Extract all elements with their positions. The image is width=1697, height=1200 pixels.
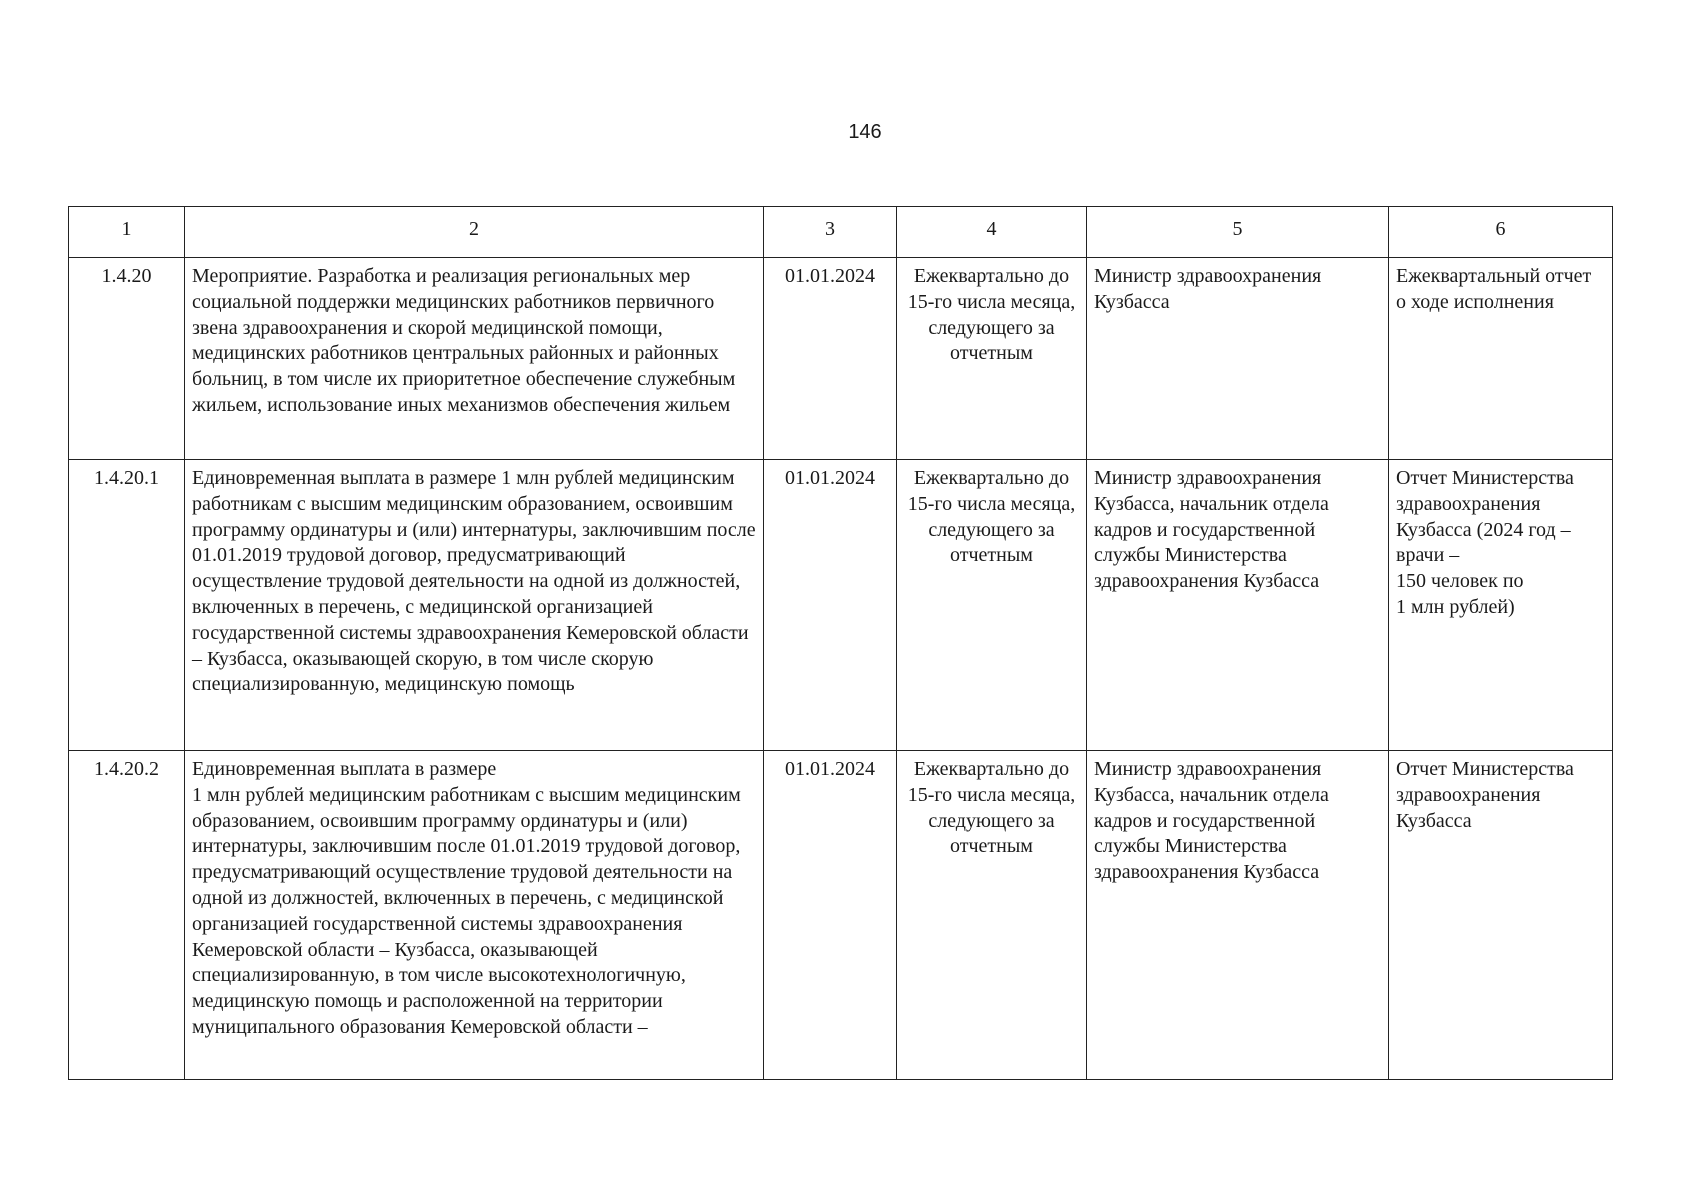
item-responsible: Министр здравоохранения Кузбасса bbox=[1087, 258, 1389, 460]
item-term: Ежеквартально до 15-го числа месяца, следующего за отчетным bbox=[897, 258, 1087, 460]
column-header: 2 bbox=[185, 207, 764, 258]
item-result: Ежеквартальный отчет о ходе исполнения bbox=[1389, 258, 1613, 460]
item-start-date: 01.01.2024 bbox=[764, 751, 897, 1080]
table-row bbox=[69, 258, 1613, 460]
item-term: Ежеквартально до 15-го числа месяца, следующего за отчетным bbox=[897, 460, 1087, 751]
item-start-date: 01.01.2024 bbox=[764, 460, 897, 751]
table-header bbox=[69, 207, 1613, 258]
activities-table bbox=[68, 206, 1613, 1080]
item-description: Мероприятие. Разработка и реализация региональных мер социальной поддержки медицинских работников первичного звена здравоохранения и скорой медицинской помощи, медицинских работников центральных районных и районных больниц, в том числе их приоритетное обеспечение служебным жильем, использование иных механизмов обеспечения жильем bbox=[185, 258, 764, 460]
column-header: 5 bbox=[1087, 207, 1389, 258]
item-description: Единовременная выплата в размере 1 млн рублей медицинским работникам с высшим медицинским образованием, освоившим программу ординатуры и (или) интернатуры, заключившим после 01.01.2019 трудовой договор, предусматривающий осуществление трудовой деятельности на одной из должностей, включенных в перечень, с медицинской организацией государственной системы здравоохранения Кемеровской области – Кузбасса, оказывающей скорую, в том числе скорую специализированную, медицинскую помощь bbox=[185, 460, 764, 751]
item-number: 1.4.20.1 bbox=[69, 460, 185, 751]
column-header: 6 bbox=[1389, 207, 1613, 258]
column-header: 1 bbox=[69, 207, 185, 258]
item-responsible: Министр здравоохранения Кузбасса, начальник отдела кадров и государственной службы Министерства здравоохранения Кузбасса bbox=[1087, 460, 1389, 751]
item-responsible: Министр здравоохранения Кузбасса, начальник отдела кадров и государственной службы Министерства здравоохранения Кузбасса bbox=[1087, 751, 1389, 1080]
column-header: 3 bbox=[764, 207, 897, 258]
table-row bbox=[69, 751, 1613, 1080]
item-result: Отчет Министерства здравоохранения Кузбасса bbox=[1389, 751, 1613, 1080]
table-row bbox=[69, 460, 1613, 751]
item-term: Ежеквартально до 15-го числа месяца, следующего за отчетным bbox=[897, 751, 1087, 1080]
column-header: 4 bbox=[897, 207, 1087, 258]
item-start-date: 01.01.2024 bbox=[764, 258, 897, 460]
page-number: 146 bbox=[848, 121, 882, 143]
item-description: Единовременная выплата в размере 1 млн рублей медицинским работникам с высшим медицинским образованием, освоившим программу ординатуры и (или) интернатуры, заключившим после 01.01.2019 трудовой договор, предусматривающий осуществление трудовой деятельности на одной из должностей, включенных в перечень, с медицинской организацией государственной системы здравоохранения Кемеровской области – Кузбасса, оказывающей специализированную, в том числе высокотехнологичную, медицинскую помощь и расположенной на территории муниципального образования Кемеровской области – bbox=[185, 751, 764, 1080]
item-number: 1.4.20 bbox=[69, 258, 185, 460]
header-row bbox=[69, 207, 1613, 258]
item-result: Отчет Министерства здравоохранения Кузбасса (2024 год – врачи – 150 человек по 1 млн рублей) bbox=[1389, 460, 1613, 751]
item-number: 1.4.20.2 bbox=[69, 751, 185, 1080]
